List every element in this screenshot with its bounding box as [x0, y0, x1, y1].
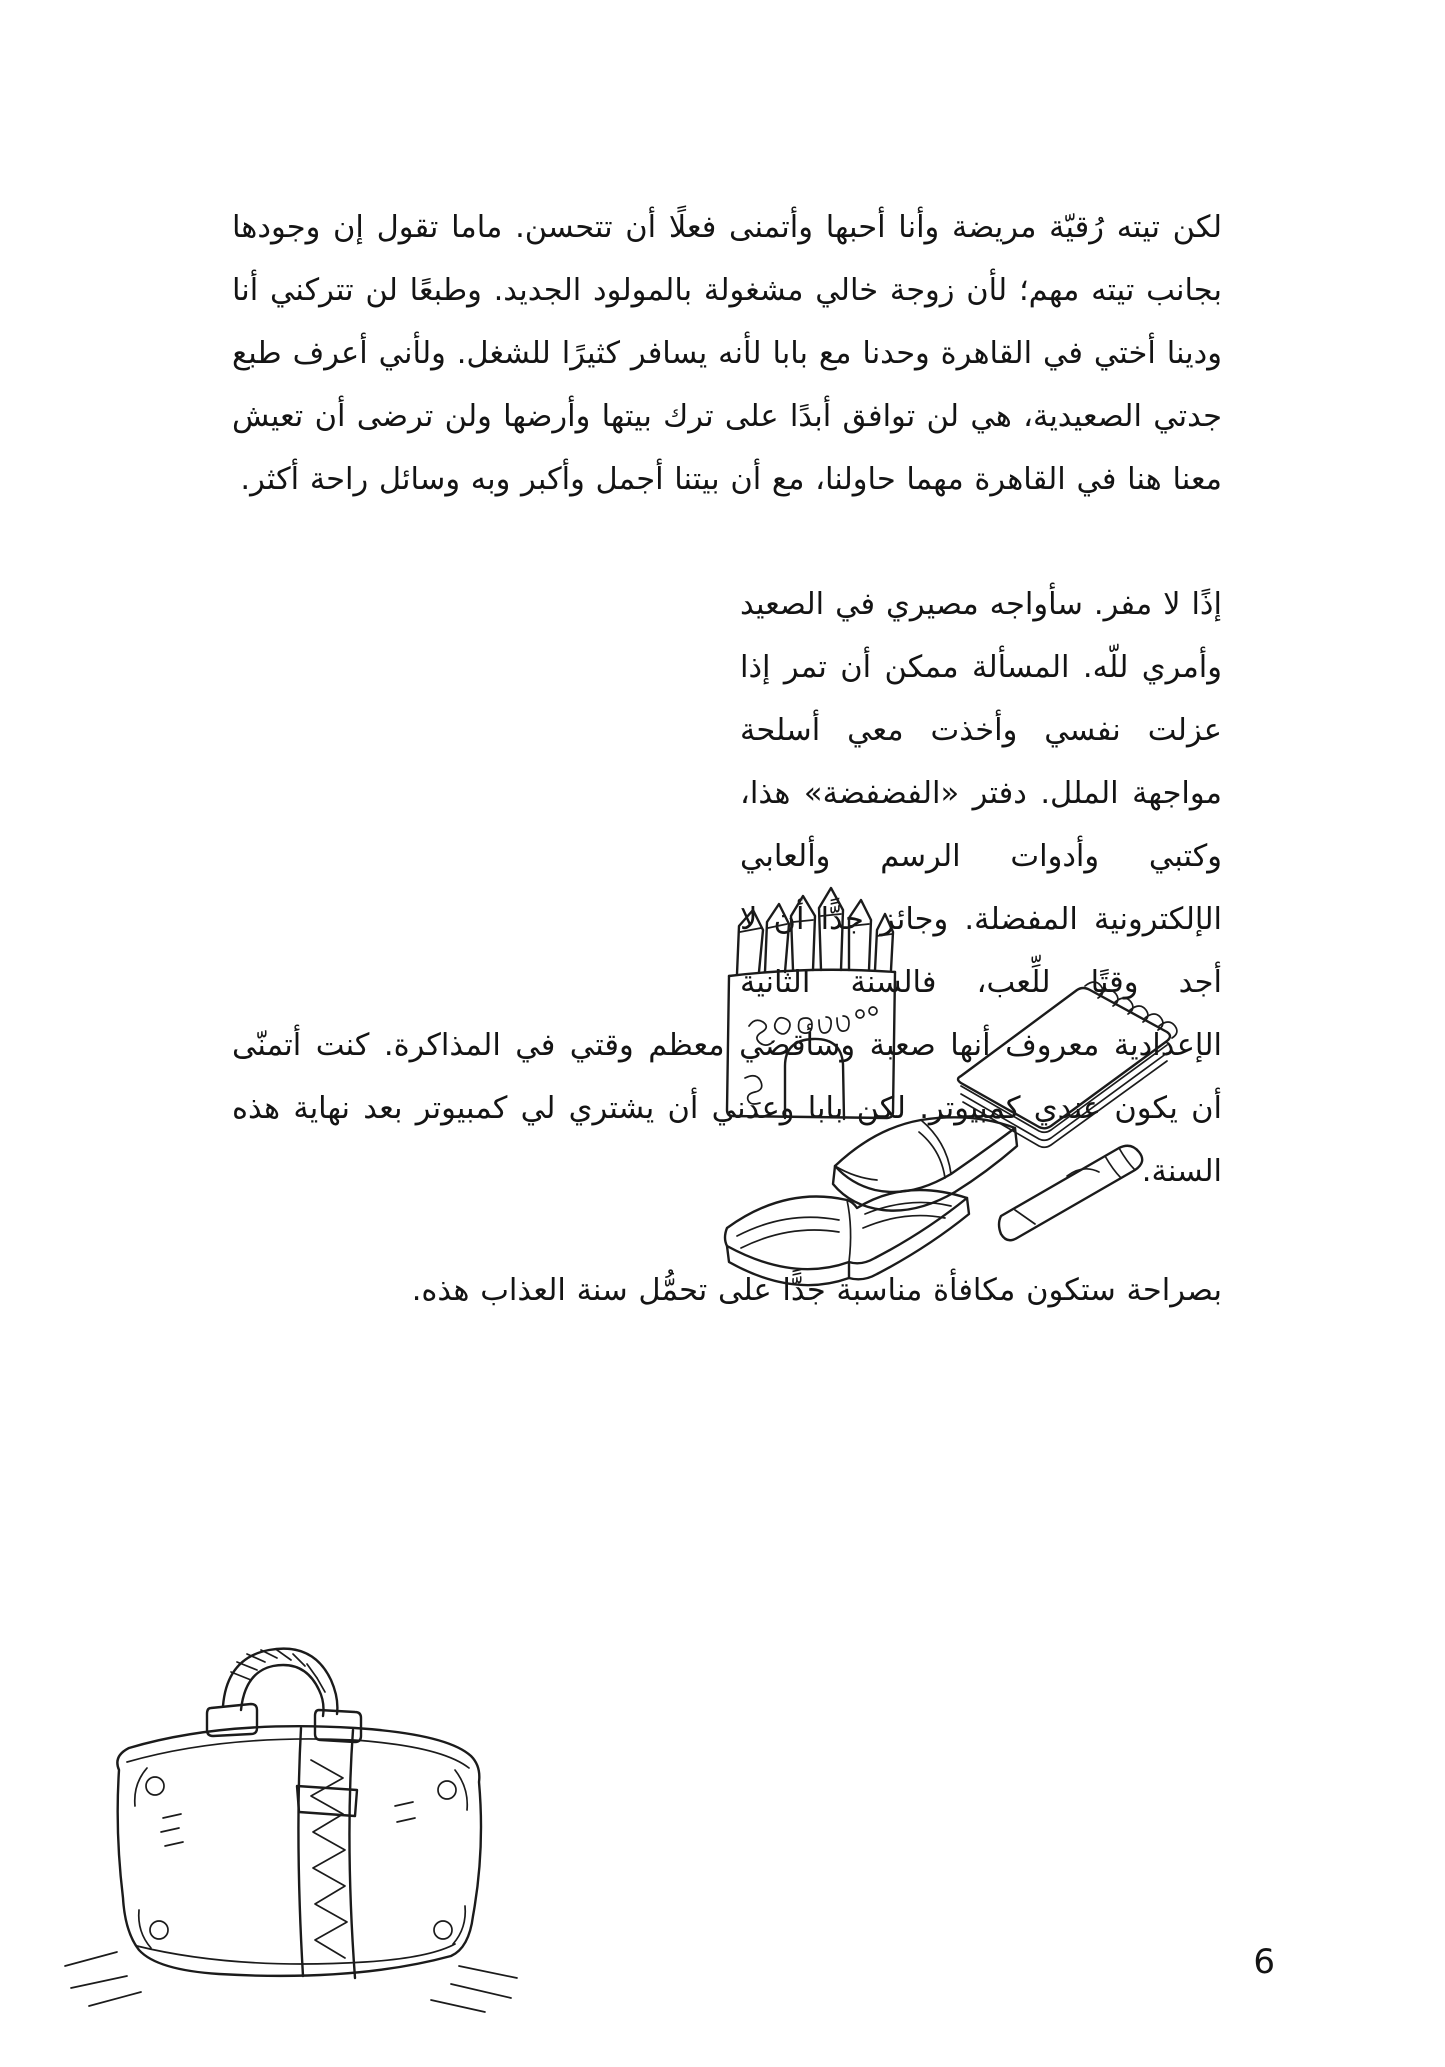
suitcase-handle-icon [207, 1649, 361, 1742]
suitcase-body-icon [117, 1726, 481, 1976]
page-number: 6 [1253, 1942, 1275, 1982]
page-text-body [232, 196, 1222, 1322]
paragraph-1: لكن تيته رُقيّة مريضة وأنا أحبها وأتمنى فعلًا أن تتحسن. ماما تقول إن وجودها بجانب تيته مهم؛ لأن زوجة خالي مشغولة بالمولود الجديد. وطبعًا لن تتركني أنا ودينا أختي في القاهرة وحدنا مع بابا لأنه يسافر كثيرًا للشغل. ولأني أعرف طبع جدتي الصعيدية، هي لن توافق أبدًا على ترك بيتها وأرضها ولن ترضى أن تعيش معنا هنا في القاهرة مهما حاولنا، مع أن بيتنا أجمل وأكبر وبه وسائل راحة أكثر. [232, 210, 1222, 497]
ground-motion-lines [65, 1952, 517, 2012]
paragraph-3: بصراحة ستكون مكافأة مناسبة جدًّا على تحمُّل سنة العذاب هذه. [411, 1273, 1222, 1308]
suitcase-illustration [55, 1610, 575, 2020]
suitcase-corner-details [135, 1768, 468, 1948]
paragraph-spacer-1 [232, 511, 1222, 573]
paragraph-2: إذًا لا مفر. سأواجه مصيري في الصعيد وأمري للّه. المسألة ممكن أن تمر إذا عزلت نفسي وأخذت معي أسلحة مواجهة الملل. دفتر «الفضفضة» هذا، وكتبي وأدوات الرسم وألعابي الإلكترونية المفضلة. وجائز جدًّا أن لا أجد وقتًا للِّعب، فالسنة الثانية الإعدادية معروف أنها صعبة وسأقضي معظم وقتي في المذاكرة. كنت أتمنّى أن يكون عندي كمبيوتر. لكن بابا وعدني أن يشتري لي كمبيوتر بعد نهاية هذه السنة. [232, 587, 1222, 1189]
paragraph-spacer-2 [232, 1203, 1222, 1259]
suitcase-strap-icon [297, 1728, 357, 1978]
suitcase-drawing [55, 1610, 575, 2020]
stationery-text-wrap-area [232, 589, 740, 989]
